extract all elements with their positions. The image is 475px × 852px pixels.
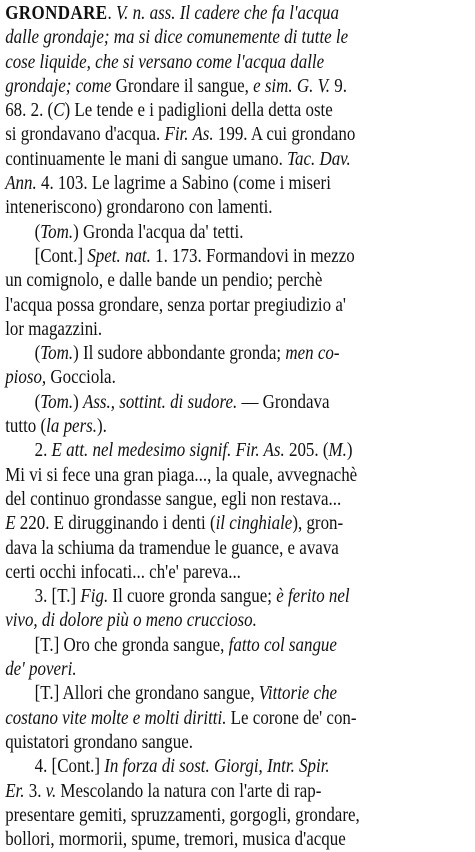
text-segment: Mescolando la natura con l'arte di rap- xyxy=(56,780,322,802)
text-line xyxy=(5,561,470,585)
text-segment: un comignolo, e dalle bande un pendio; perchè xyxy=(5,270,323,292)
text-line xyxy=(5,2,470,26)
text-segment: ( xyxy=(34,343,41,365)
text-segment: Mi vi si fece una gran piaga..., la quale, avvegnachè xyxy=(5,464,358,486)
text-line xyxy=(5,99,470,123)
text-segment: ) xyxy=(73,391,83,413)
text-segment: Il cuore gronda sangue; xyxy=(108,586,277,608)
text-line xyxy=(5,804,470,828)
italic-text: pioso, xyxy=(5,367,47,389)
text-line xyxy=(5,26,470,50)
text-segment: bollori, mormorii, spume, tremori, musica d'acque xyxy=(5,829,346,851)
italic-text: E xyxy=(5,513,16,535)
text-segment: Le corone de' con- xyxy=(226,707,357,729)
text-line xyxy=(5,488,470,512)
text-segment: [T.] Oro che gronda sangue, xyxy=(34,634,229,656)
italic-text: fatto col sangue xyxy=(228,634,337,656)
italic-text: Vittorie che xyxy=(258,683,338,705)
text-segment: 1. 173. Formandovi in mezzo xyxy=(150,245,355,267)
text-line xyxy=(5,731,470,755)
text-line xyxy=(5,439,470,463)
text-line xyxy=(5,123,470,147)
italic-text: Fig. xyxy=(80,586,109,608)
text-line xyxy=(5,755,470,779)
italic-text: dalle grondaje; ma si dice comunemente di tutte le xyxy=(5,27,349,49)
text-line xyxy=(5,148,470,172)
italic-text: V. n. ass. Il cadere che fa l'acqua xyxy=(116,3,339,24)
italic-text: Er. xyxy=(5,780,25,802)
text-segment: Gocciola. xyxy=(46,367,116,389)
text-segment: dava la schiuma da tramendue le guance, e avava xyxy=(5,537,339,559)
text-line xyxy=(5,585,470,609)
italic-text: Fir. As. xyxy=(164,124,214,146)
italic-text: C xyxy=(53,100,65,122)
text-segment: ) Il sudore abbondante gronda; xyxy=(73,343,286,365)
italic-text: Ann. xyxy=(5,173,37,195)
italic-text: Tom. xyxy=(40,391,74,413)
italic-text: è ferito nel xyxy=(276,586,350,608)
italic-text: Spet. nat. xyxy=(87,245,151,267)
italic-text: Tac. Dav. xyxy=(287,148,351,170)
text-segment: ). xyxy=(97,416,107,438)
italic-text: In forza di sost. Giorgi, Intr. Spir. xyxy=(104,756,330,778)
text-segment: tutto ( xyxy=(5,416,47,438)
text-line xyxy=(5,609,470,633)
text-line xyxy=(5,245,470,269)
text-segment: ( xyxy=(34,391,41,413)
text-segment: — Grondava xyxy=(237,391,330,413)
text-segment: 3. xyxy=(24,780,46,802)
italic-text: costano vite molte e molti diritti. xyxy=(5,707,227,729)
italic-text: vivo, di dolore più o meno cruccioso. xyxy=(5,610,257,632)
text-line xyxy=(5,221,470,245)
text-line xyxy=(5,464,470,488)
text-segment: del continuo grondasse sangue, egli non restava... xyxy=(5,488,342,510)
text-segment: lor magazzini. xyxy=(5,318,103,340)
text-line xyxy=(5,512,470,536)
text-segment: 9. xyxy=(329,75,347,97)
headword: GRONDARE xyxy=(5,3,108,24)
text-line xyxy=(5,196,470,220)
text-line xyxy=(5,828,470,852)
text-segment: ) xyxy=(346,440,353,462)
italic-text: M. xyxy=(328,440,347,462)
text-segment: 4. [Cont.] xyxy=(34,756,105,778)
italic-text: Tom. xyxy=(40,221,74,243)
italic-text: il cinghiale xyxy=(215,513,293,535)
text-line xyxy=(5,537,470,561)
text-segment: 4. 103. Le lagrime a Sabino (come i miseri xyxy=(36,173,331,195)
italic-text: Tom. xyxy=(40,343,74,365)
text-segment: 68. 2. ( xyxy=(5,100,54,122)
text-line xyxy=(5,415,470,439)
text-segment: 2. xyxy=(34,440,52,462)
text-segment: 220. E dirugginando i denti ( xyxy=(15,513,216,535)
text-segment: l'acqua possa grondare, senza portar pregiudizio a' xyxy=(5,294,346,316)
italic-text: de' poveri. xyxy=(5,659,77,681)
text-line xyxy=(5,172,470,196)
text-line xyxy=(5,658,470,682)
text-line xyxy=(5,75,470,99)
text-line xyxy=(5,318,470,342)
text-line xyxy=(5,634,470,658)
text-segment: Grondare il sangue, xyxy=(111,75,254,97)
italic-text: v. xyxy=(45,780,57,802)
italic-text: Ass., sottint. di sudore. xyxy=(82,391,238,413)
text-line xyxy=(5,682,470,706)
text-segment: quistatori grondano sangue. xyxy=(5,731,194,753)
text-line xyxy=(5,391,470,415)
text-segment: ), gron- xyxy=(292,513,344,535)
text-segment: 205. ( xyxy=(284,440,329,462)
text-segment: presentare gemiti, spruzzamenti, gorgogli, grondare, xyxy=(5,804,360,826)
text-line xyxy=(5,366,470,390)
text-line xyxy=(5,780,470,804)
italic-text: men co- xyxy=(285,343,340,365)
text-segment: continuamente le mani di sangue umano. xyxy=(5,148,288,170)
text-line xyxy=(5,707,470,731)
text-segment: si grondavano d'acqua. xyxy=(5,124,165,146)
text-segment: [Cont.] xyxy=(34,245,88,267)
text-segment: certi occhi infocati... ch'e' pareva... xyxy=(5,561,241,583)
italic-text: e sim. G. V. xyxy=(253,75,330,97)
text-segment: ) Gronda l'acqua da' tetti. xyxy=(73,221,244,243)
italic-text: grondaje; come xyxy=(5,75,112,97)
text-segment: 3. [T.] xyxy=(34,586,81,608)
text-line xyxy=(5,51,470,75)
text-segment: 199. A cui grondano xyxy=(213,124,356,146)
text-segment: inteneriscono) grondarono con lamenti. xyxy=(5,197,273,219)
text-segment: ) Le tende e i padiglioni della detta oste xyxy=(64,100,333,122)
text-line xyxy=(5,269,470,293)
text-line xyxy=(5,342,470,366)
italic-text: cose liquide, che si versano come l'acqua dalle xyxy=(5,51,325,73)
dictionary-entry-grondare xyxy=(5,2,470,852)
italic-text: la pers. xyxy=(46,416,98,438)
italic-text: E att. nel medesimo signif. Fir. As. xyxy=(51,440,285,462)
text-segment: ( xyxy=(34,221,41,243)
text-line xyxy=(5,294,470,318)
text-segment: [T.] Allori che grondano sangue, xyxy=(34,683,259,705)
text-segment: . xyxy=(107,3,117,24)
